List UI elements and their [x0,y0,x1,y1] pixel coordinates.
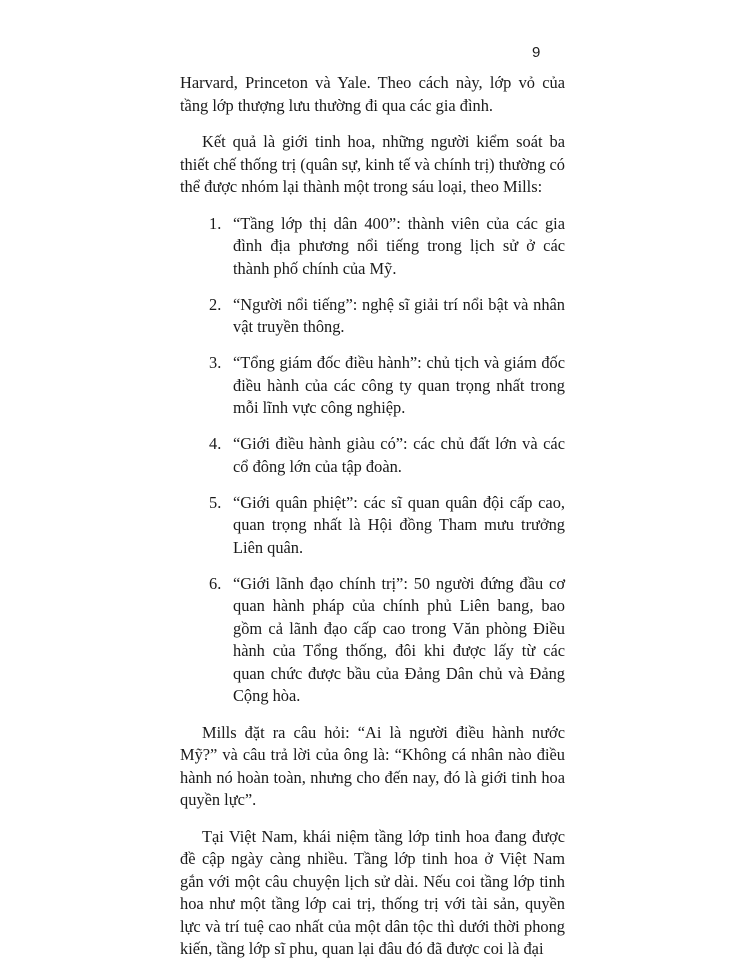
list-item-number: 4. [209,434,222,453]
list-item-text: “Giới điều hành giàu có”: các chủ đất lớn và các cổ đông lớn của tập đoàn. [233,434,565,476]
list-item [180,352,565,420]
paragraph-intro-list: Kết quả là giới tinh hoa, những người kiểm soát ba thiết chế thống trị (quân sự, kinh tế và chính trị) thường có thể được nhóm lại thành một trong sáu loại, theo Mills: [180,132,565,196]
list-item-text: “Giới quân phiệt”: các sĩ quan quân đội cấp cao, quan trọng nhất là Hội đồng Tham mưu trưởng Liên quân. [233,492,565,557]
list-item-number: 1. [209,213,222,233]
list-item [180,573,565,708]
list-item-text: “Người nổi tiếng”: nghệ sĩ giải trí nổi bật và nhân vật truyền thông. [233,294,565,336]
page-number: 9 [532,44,541,61]
elite-types-list [180,213,565,708]
list-item-number: 6. [209,573,222,593]
list-item [180,213,565,281]
body-text [180,72,565,975]
paragraph-continuation: Harvard, Princeton và Yale. Theo cách này, lớp vỏ của tầng lớp thượng lưu thường đi qua các gia đình. [180,73,565,115]
list-item-text: “Tầng lớp thị dân 400”: thành viên của các gia đình địa phương nổi tiếng trong lịch sử ở các thành phố chính của Mỹ. [233,213,565,278]
paragraph-vietnam: Tại Việt Nam, khái niệm tầng lớp tinh hoa đang được đề cập ngày càng nhiều. Tầng lớp tinh hoa ở Việt Nam gắn với một câu chuyện lịch sử dài. Nếu coi tầng lớp tinh hoa như một tầng lớp cai trị, thống trị với tài sản, quyền lực và trí tuệ cao nhất của một dân tộc thì dưới thời phong kiến, tầng lớp sĩ phu, quan lại đâu đó đã được coi là đại [180,826,565,958]
list-item-text: “Tổng giám đốc điều hành”: chủ tịch và giám đốc điều hành của các công ty quan trọng nhất trong mỗi lĩnh vực công nghiệp. [233,353,565,417]
list-item [180,294,565,339]
list-item-text: “Giới lãnh đạo chính trị”: 50 người đứng đầu cơ quan hành pháp của chính phủ Liên bang, bao gồm cả lãnh đạo cấp cao trong Văn phòng Điều hành của Tổng thống, đôi khi được lấy từ các quan chức được bầu của Đảng Dân chủ và Đảng Cộng hòa. [233,573,565,705]
list-item-number: 3. [209,353,222,372]
paragraph-mills-question: Mills đặt ra câu hỏi: “Ai là người điều hành nước Mỹ?” và câu trả lời của ông là: “Không cá nhân nào điều hành nó hoàn toàn, nhưng cho đến nay, đó là giới tinh hoa quyền lực”. [180,722,565,809]
list-item-number: 5. [209,492,222,512]
list-item-number: 2. [209,294,222,314]
list-item [180,433,565,478]
list-item [180,492,565,560]
